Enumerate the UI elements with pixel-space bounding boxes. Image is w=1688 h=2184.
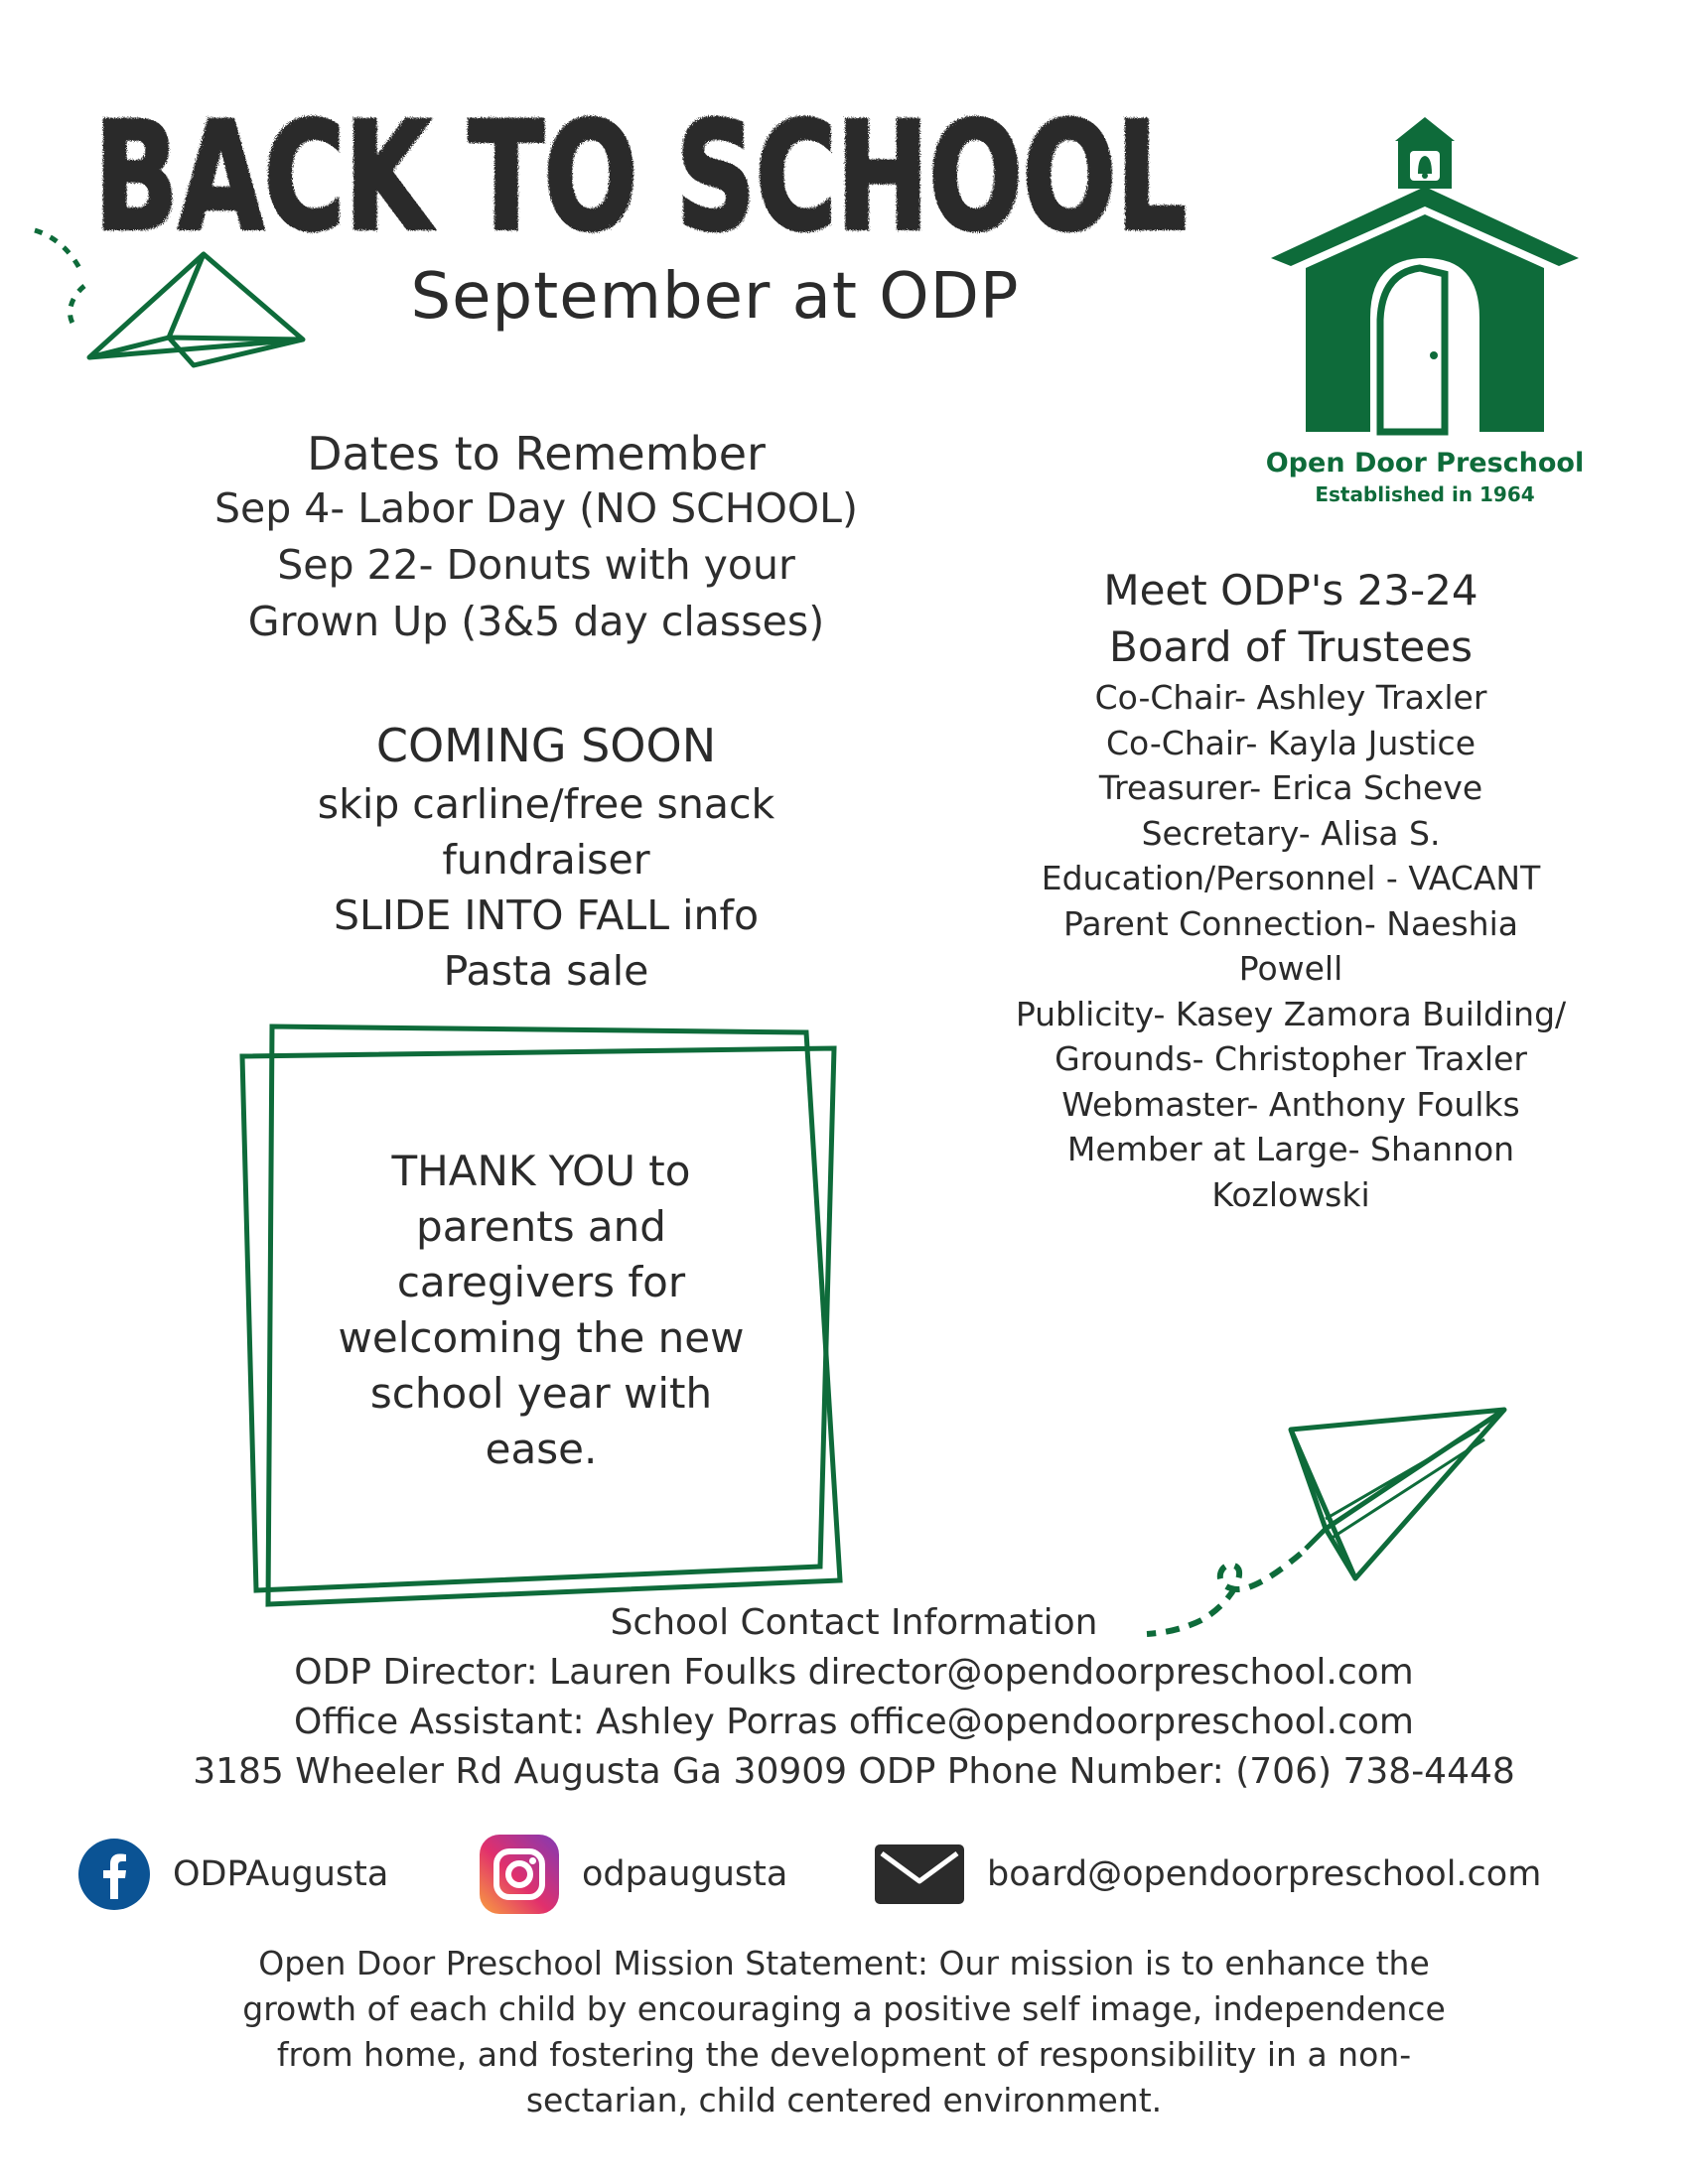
assistant-contact: Office Assistant: Ashley Porras office@opendoorpreschool.com: [294, 1702, 1414, 1742]
board-member: Education/Personnel - VACANT: [1041, 859, 1541, 897]
board-member: Webmaster- Anthony Foulks: [1061, 1084, 1520, 1124]
contact-heading: School Contact Information: [610, 1602, 1098, 1643]
schoolhouse-logo: [1261, 99, 1589, 516]
email-address: board@opendoorpreschool.com: [987, 1854, 1542, 1894]
board-member: Publicity- Kasey Zamora Building/: [1015, 994, 1567, 1033]
mission-line: Open Door Preschool Mission Statement: Our mission is to enhance the: [258, 1944, 1430, 1982]
email-link[interactable]: [874, 1835, 1541, 1914]
logo-established: Established in 1964: [1315, 482, 1535, 506]
coming-soon: [199, 715, 894, 999]
thank-you-line: THANK YOU to: [391, 1147, 691, 1195]
envelope-icon: [874, 1843, 965, 1905]
board-member: Secretary- Alisa S.: [1141, 813, 1441, 853]
board-member: Treasurer- Erica Scheve: [1098, 768, 1483, 807]
title-text: BACK TO SCHOOL: [94, 91, 1187, 264]
director-contact: ODP Director: Lauren Foulks director@opendoorpreschool.com: [294, 1652, 1414, 1693]
coming-soon-item: fundraiser: [442, 836, 650, 884]
thank-you-line: ease.: [485, 1425, 598, 1473]
dates-heading: Dates to Remember: [307, 427, 766, 480]
thank-you-message: [278, 1144, 804, 1477]
address-phone: 3185 Wheeler Rd Augusta Ga 30909 ODP Phone Number: (706) 738-4448: [193, 1751, 1515, 1792]
coming-soon-item: skip carline/free snack: [317, 780, 775, 828]
date-item: Sep 22- Donuts with your: [277, 541, 795, 589]
board-of-trustees: [933, 562, 1648, 1217]
coming-soon-item: Pasta sale: [443, 947, 649, 995]
coming-soon-heading: COMING SOON: [375, 719, 717, 772]
mission-line: from home, and fostering the development of responsibility in a non-: [276, 2035, 1412, 2074]
mission-line: sectarian, child centered environment.: [525, 2081, 1163, 2119]
board-member: Co-Chair- Ashley Traxler: [1094, 678, 1487, 717]
board-member: Parent Connection- Naeshia: [1063, 903, 1518, 943]
logo-name: Open Door Preschool: [1265, 448, 1585, 478]
facebook-handle: ODPAugusta: [173, 1854, 389, 1894]
board-member: Member at Large- Shannon: [1066, 1130, 1515, 1168]
thank-you-line: parents and: [416, 1202, 666, 1251]
instagram-link[interactable]: [479, 1835, 787, 1914]
board-heading-line1: Meet ODP's 23-24: [1103, 566, 1478, 614]
board-member: Grounds- Christopher Traxler: [1055, 1039, 1527, 1078]
date-item: Grown Up (3&5 day classes): [247, 598, 825, 645]
paper-plane-icon: [30, 218, 318, 377]
board-member: Powell: [1238, 949, 1343, 988]
date-item: Sep 4- Labor Day (NO SCHOOL): [213, 484, 858, 532]
board-member: Co-Chair- Kayla Justice: [1105, 723, 1477, 762]
thank-you-line: welcoming the new: [338, 1313, 745, 1362]
facebook-icon: [77, 1838, 151, 1911]
instagram-icon: [479, 1834, 560, 1915]
facebook-link[interactable]: [77, 1835, 388, 1914]
instagram-handle: odpaugusta: [582, 1854, 788, 1894]
board-heading-line2: Board of Trustees: [1109, 622, 1473, 671]
coming-soon-item: SLIDE INTO FALL info: [333, 891, 760, 939]
mission-statement: [79, 1941, 1609, 2123]
thank-you-line: school year with: [369, 1369, 713, 1418]
dates-to-remember: [109, 427, 963, 650]
contact-section: [40, 1598, 1668, 1797]
mission-line: growth of each child by encouraging a positive self image, independence: [242, 1989, 1446, 2028]
board-member: Kozlowski: [1211, 1174, 1370, 1214]
thank-you-line: caregivers for: [396, 1258, 686, 1306]
subtitle: September at ODP: [410, 260, 1020, 334]
